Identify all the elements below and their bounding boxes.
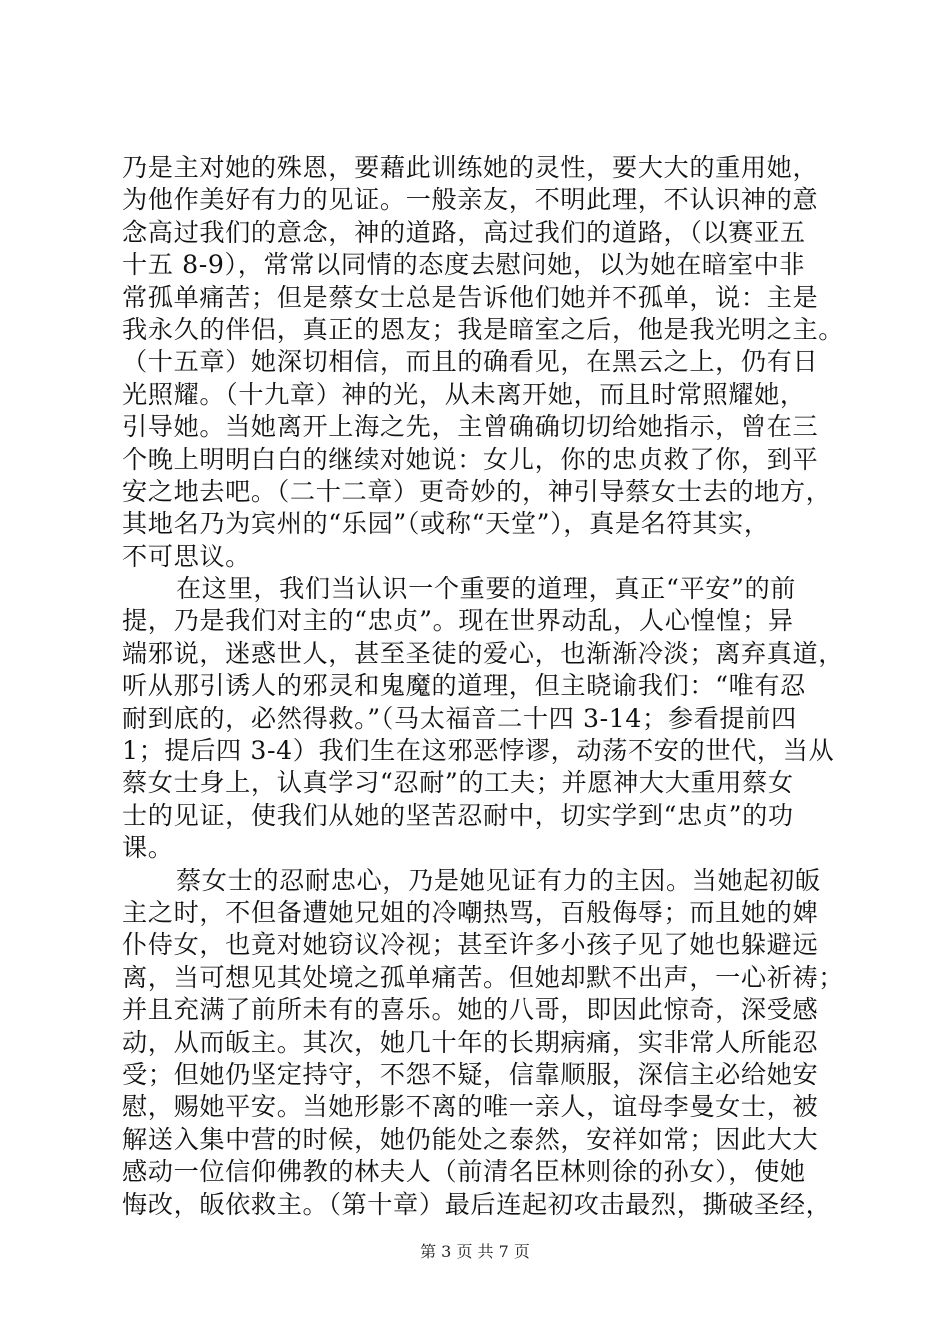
text-line: 引导她。当她离开上海之先，主曾确确切切给她指示，曾在三 bbox=[122, 412, 819, 442]
text-line: 慰，赐她平安。当她形影不离的唯一亲人，谊母李曼女士，被 bbox=[122, 1092, 819, 1122]
document-body bbox=[122, 152, 845, 1221]
text-line: 十五 8-9），常常以同情的态度去慰问她，以为她在暗室中非 bbox=[122, 250, 806, 280]
text-line: 仆侍女，也竟对她窃议冷视；甚至许多小孩子见了她也躲避远 bbox=[122, 930, 819, 960]
text-line: 常孤单痛苦；但是蔡女士总是告诉他们她并不孤单，说：主是 bbox=[122, 282, 819, 312]
text-line: 悔改，皈依救主。（第十章）最后连起初攻击最烈，撕破圣经， bbox=[122, 1189, 832, 1219]
paragraph-first-line: 蔡女士的忍耐忠心，乃是她见证有力的主因。当她起初皈 bbox=[176, 865, 821, 895]
text-line: 士的见证，使我们从她的坚苦忍耐中，切实学到“忠贞”的功 bbox=[122, 800, 794, 830]
text-line: 1；提后四 3-4）我们生在这邪恶悖谬，动荡不安的世代，当从 bbox=[122, 736, 835, 766]
text-line: 并且充满了前所未有的喜乐。她的八哥，即因此惊奇，深受感 bbox=[122, 995, 819, 1025]
text-line: 提，乃是我们对主的“忠贞”。现在世界动乱，人心惶惶；异 bbox=[122, 606, 794, 636]
text-line: 为他作美好有力的见证。一般亲友，不明此理，不认识神的意 bbox=[122, 185, 819, 215]
paragraph-first-line: 在这里，我们当认识一个重要的道理，真正“平安”的前 bbox=[176, 574, 797, 604]
text-line: 安之地去吧。（二十二章）更奇妙的，神引导蔡女士去的地方， bbox=[122, 476, 832, 506]
text-line: 光照耀。（十九章）神的光，从未离开她，而且时常照耀她， bbox=[122, 379, 806, 409]
text-line: 动，从而皈主。其次，她几十年的长期病痛，实非常人所能忍 bbox=[122, 1027, 819, 1057]
text-line: 不可思议。 bbox=[122, 541, 251, 571]
text-line: 听从那引诱人的邪灵和鬼魔的道理，但主晓谕我们：“唯有忍 bbox=[122, 671, 806, 701]
text-line: 端邪说，迷惑世人，甚至圣徒的爱心，也渐渐冷淡；离弃真道， bbox=[122, 638, 845, 668]
text-line: 我永久的伴侣，真正的恩友；我是暗室之后，他是我光明之主。 bbox=[122, 314, 845, 344]
text-line: 蔡女士身上，认真学习“忍耐”的工夫；并愿神大大重用蔡女 bbox=[122, 768, 794, 798]
text-line: 受；但她仍坚定持守，不怨不疑，信靠顺服，深信主必给她安 bbox=[122, 1059, 819, 1089]
text-line: （十五章）她深切相信，而且的确看见，在黑云之上，仍有日 bbox=[122, 347, 819, 377]
text-line: 其地名乃为宾州的“乐园”（或称“天堂”），真是名符其实， bbox=[122, 509, 770, 539]
text-line: 个晚上明明白白的继续对她说：女儿，你的忠贞救了你，到平 bbox=[122, 444, 819, 474]
page-number-footer: 第 3 页 共 7 页 bbox=[420, 1242, 530, 1261]
text-line: 离，当可想见其处境之孤单痛苦。但她却默不出声，一心祈祷； bbox=[122, 962, 845, 992]
text-line: 感动一位信仰佛教的林夫人（前清名臣林则徐的孙女），使她 bbox=[122, 1157, 806, 1187]
text-line: 主之时，不但备遭她兄姐的冷嘲热骂，百般侮辱；而且她的婢 bbox=[122, 897, 819, 927]
text-line: 课。 bbox=[122, 833, 174, 863]
text-line: 念高过我们的意念，神的道路，高过我们的道路，（以赛亚五 bbox=[122, 217, 806, 247]
text-line: 解送入集中营的时候，她仍能处之泰然，安祥如常；因此大大 bbox=[122, 1124, 819, 1154]
text-line: 耐到底的，必然得救。”（马太福音二十四 3-14；参看提前四 bbox=[122, 703, 797, 733]
text-line: 乃是主对她的殊恩，要藉此训练她的灵性，要大大的重用她， bbox=[122, 153, 819, 182]
